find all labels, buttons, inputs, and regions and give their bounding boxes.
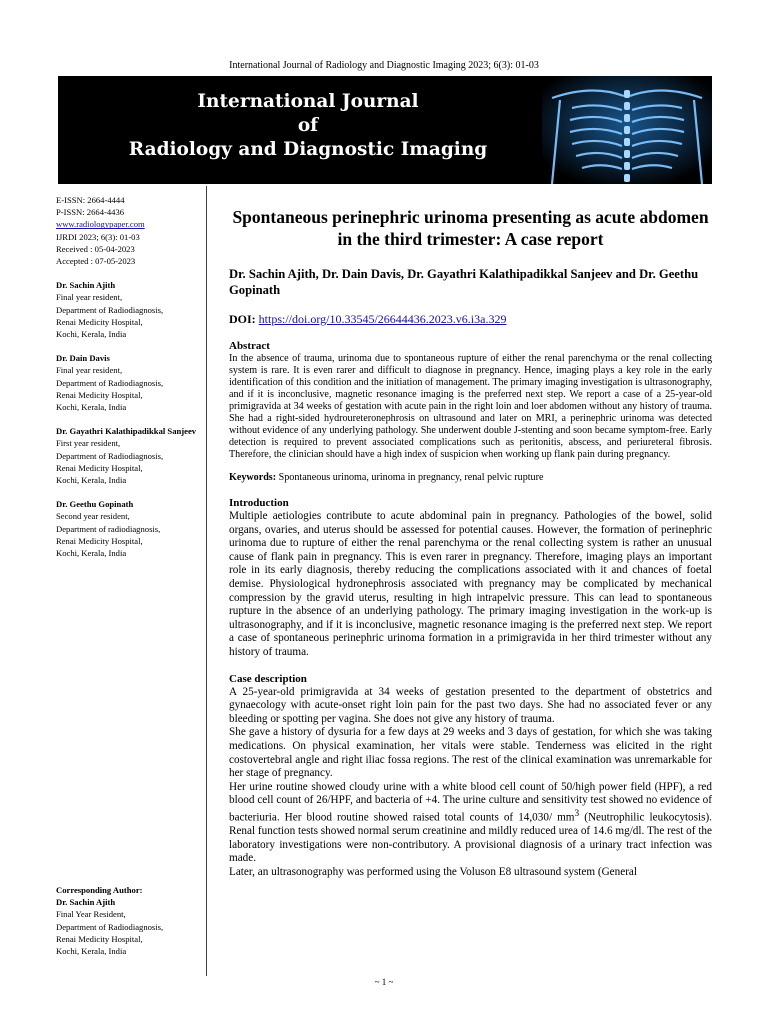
website-link[interactable]: www.radiologypaper.com (56, 219, 145, 230)
running-header: International Journal of Radiology and Diagnostic Imaging 2023; 6(3): 01-03 (229, 60, 539, 71)
case-description-text (229, 686, 712, 880)
xray-skeleton-icon (542, 76, 712, 184)
doi-line: DOI: https://doi.org/10.33545/26644436.2023.v6.i3a.329 (229, 312, 507, 326)
author-affiliation: Dr. Sachin Ajith Final year resident, Department of Radiodiagnosis, Renai Medicity Hospital, Kochi, Kerala, India (56, 280, 164, 340)
introduction-heading: Introduction (229, 497, 289, 509)
corresponding-author: Corresponding Author: Dr. Sachin Ajith Final Year Resident, Department of Radiodiagnosis, Renai Medicity Hospital, Kochi, Kerala, India (56, 885, 164, 957)
article-sidebar (56, 194, 202, 559)
keywords: Keywords: Spontaneous urinoma, urinoma in pregnancy, renal pelvic rupture (229, 472, 544, 483)
journal-title: International Journal of Radiology and Diagnostic Imaging (128, 91, 488, 160)
introduction-text: Multiple aetiologies contribute to acute abdominal pain in pregnancy. Pathologies of the bowel, solid organs, ovaries, and uterus should be assessed for potential causes. However, the formation of perinephric urinoma due to rupture of either the renal parenchyma or the renal collecting system is rather an unusual cause of flank pain in pregnancy. This is even rarer in pregnancy. Therefore, imaging plays an important role in its early diagnosis, thereby reducing the complications associated with it and chances of foetal demise. Physiological hydronephrosis associated with pregnancy may be complicated by mechanical compression by the gravid uterus, resulting in high intrapelvic pressure. This can lead to spontaneous rupture in the absence of an underlying pathology. The primary imaging investigation in the work-up is ultrasonography, and if it is inconclusive, magnetic resonance imaging is the preferred next step. We report a case of spontaneous perinephric urinoma formation in a primigravida in her third trimester without any history of trauma. (229, 510, 712, 658)
case-description-heading: Case description (229, 672, 307, 685)
article-title: Spontaneous perinephric urinoma presenting as acute abdomen in the third trimester: A case report (232, 207, 709, 249)
article-authors: Dr. Sachin Ajith, Dr. Dain Davis, Dr. Gayathri Kalathipadikkal Sanjeev and Dr. Geethu Gopinath (229, 267, 699, 297)
case-paragraph: Her urine routine showed cloudy urine with a white blood cell count of 50/high power field (HPF), a red blood cell count of 26/HPF, and bacteria of +4. The urine culture and sensitivity test showed no evidence of bacteriuria. Her blood routine showed raised total counts of 14,030/ $mm^3$ (Neutrophilic leukocytosis). Renal function tests showed normal serum creatinine and mildly reduced urea of 14.6 mg/dl. The rest of the laboratory investigations were non-contributory. A provisional diagnosis of a urinary tract infection was made. (229, 780, 712, 865)
abstract-text: In the absence of trauma, urinoma due to spontaneous rupture of either the renal parenchyma or the renal collecting system is rare. It is even rarer and difficult to diagnose in pregnancy. Hence, imaging plays a key role in the early identification of this condition and the initiation of management. The primary imaging investigation is ultrasonography, and if it is inconclusive, magnetic resonance imaging is the preferred next step. We report a case of a 25-year-old primigravida at 34 weeks of gestation with acute pain in the right loin and loer abdomen without any history of trauma. She had a right-sided hydroureteronephrosis on ultrasound and later on MRI, a perinephric urinoma was detected without evidence of any underlying pathology. She underwent double J-stenting and soon became symptom-free. Early detection is required to prevent associated complications such as peritonitis, abscess, and periureteral fibrosis. Therefore, the clinician should have a high index of suspicion when working up flank pain during pregnancy. (229, 353, 712, 460)
column-divider (206, 186, 207, 976)
author-affiliation: Dr. Dain Davis Final year resident, Department of Radiodiagnosis, Renai Medicity Hospital, Kochi, Kerala, India (56, 353, 164, 413)
author-affiliation: Dr. Gayathri Kalathipadikkal Sanjeev First year resident, Department of Radiodiagnosis, Renai Medicity Hospital, Kochi, Kerala, India (56, 426, 197, 486)
page-number: ~ 1 ~ (374, 977, 394, 987)
case-paragraph: Later, an ultrasonography was performed using the Voluson E8 ultrasound system (General (229, 865, 638, 878)
doi-link[interactable]: https://doi.org/10.33545/26644436.2023.v6.i3a.329 (258, 312, 507, 326)
journal-banner (58, 76, 712, 184)
case-paragraph: A 25-year-old primigravida at 34 weeks of gestation presented to the department of obstetrics and gynaecology with acute-onset right loin pain for the past two days. She had no associated fever or any bleeding or spotting per vagina. She does not give any history of trauma. (229, 685, 712, 725)
abstract-heading: Abstract (229, 340, 270, 352)
author-affiliation: Dr. Geethu Gopinath Second year resident, Department of radiodiagnosis, Renai Medicity Hospital, Kochi, Kerala, India (56, 499, 161, 559)
article-main (229, 206, 712, 880)
article-meta: E-ISSN: 2664-4444 P-ISSN: 2664-4436 www.radiologypaper.com IJRDI 2023; 6(3): 01-03 Received : 05-04-2023 Accepted : 07-05-2023 (56, 194, 202, 267)
case-paragraph: She gave a history of dysuria for a few days at 29 weeks and 3 days of gestation, for which she was taking medications. On physical examination, her vitals were stable. Tenderness was elicited in the right costovertebral angle and right iliac fossa regions. The rest of the clinical examination was unremarkable for her stage of pregnancy. (229, 726, 712, 780)
